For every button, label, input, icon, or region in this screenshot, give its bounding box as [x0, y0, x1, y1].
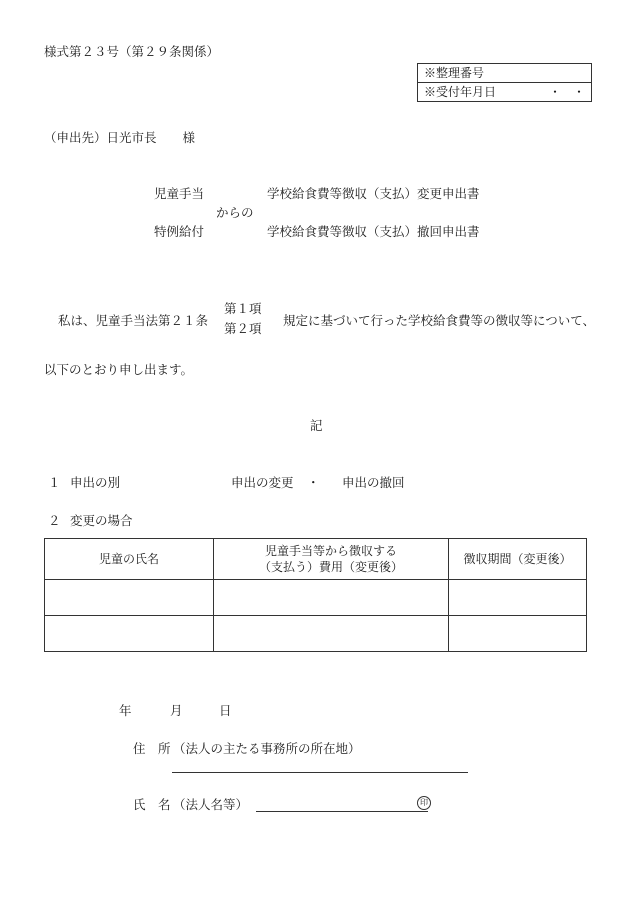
change-table [44, 538, 587, 652]
item2-label: 変更の場合 [70, 513, 133, 528]
addressee [44, 130, 195, 145]
statement-tail: 規定に基づいて行った学校給食費等の徴収等について、 [283, 313, 596, 328]
title-connector: からの [216, 205, 254, 220]
cost-cell[interactable] [214, 616, 449, 652]
name-underline[interactable] [256, 811, 428, 812]
reception-date-label: ※受付年月日 [424, 84, 497, 99]
reception-date-cell[interactable] [418, 83, 592, 102]
date-day[interactable]: 日 [219, 703, 232, 718]
title-withdraw-request[interactable]: 学校給食費等徴収（支払）撤回申出書 [267, 224, 480, 239]
date-year[interactable]: 年 [119, 703, 132, 718]
reference-number-label: ※整理番号 [424, 65, 485, 80]
period-cell[interactable] [449, 580, 587, 616]
statement-line2: 以下のとおり申し出ます。 [44, 362, 194, 377]
statement-lead: 私は、児童手当法第２１条 [58, 313, 209, 328]
form-number: 様式第２３号（第２９条関係） [44, 44, 220, 59]
header-period: 徴収期間（変更後） [449, 539, 587, 580]
item2-number: ２ [48, 513, 61, 528]
table-row [45, 580, 587, 616]
addressee-honorific: 様 [182, 130, 196, 145]
address-label: 住 所 [133, 741, 171, 756]
item1-separator: ・ [307, 475, 320, 490]
child-name-cell[interactable] [45, 616, 214, 652]
item1-number: １ [48, 475, 61, 490]
item1-option-change[interactable]: 申出の変更 [231, 475, 294, 490]
table-row [45, 616, 587, 652]
title-change-request[interactable]: 学校給食費等徴収（支払）変更申出書 [267, 186, 480, 201]
header-cost [214, 539, 449, 580]
title-option-allowance[interactable]: 児童手当 [154, 186, 205, 201]
header-cost-line1: 児童手当等から徴収する [264, 543, 397, 558]
ki-heading: 記 [310, 418, 323, 433]
header-child-name: 児童の氏名 [45, 539, 214, 580]
date-month[interactable]: 月 [170, 703, 183, 718]
statement-clause-2[interactable]: 第２項 [224, 321, 262, 336]
header-cost-line2: （支払う）費用（変更後） [258, 560, 403, 574]
table-header-row [45, 539, 587, 580]
office-use-box [417, 63, 592, 102]
reception-date-dots: ・ ・ [548, 84, 585, 99]
address-note: （法人の主たる事務所の所在地） [173, 741, 361, 756]
name-note: （法人名等） [173, 797, 249, 812]
seal-mark: 印 [417, 796, 431, 810]
address-underline[interactable] [172, 772, 468, 773]
statement-clause-1[interactable]: 第１項 [224, 301, 262, 316]
cost-cell[interactable] [214, 580, 449, 616]
item1-option-withdraw[interactable]: 申出の撤回 [342, 475, 405, 490]
reference-number-cell[interactable] [418, 64, 592, 83]
item1-label: 申出の別 [70, 475, 121, 490]
period-cell[interactable] [449, 616, 587, 652]
addressee-prefix: （申出先）日光市長 [44, 130, 157, 145]
child-name-cell[interactable] [45, 580, 214, 616]
title-option-special-benefit[interactable]: 特例給付 [154, 224, 205, 239]
name-label: 氏 名 [133, 797, 171, 812]
